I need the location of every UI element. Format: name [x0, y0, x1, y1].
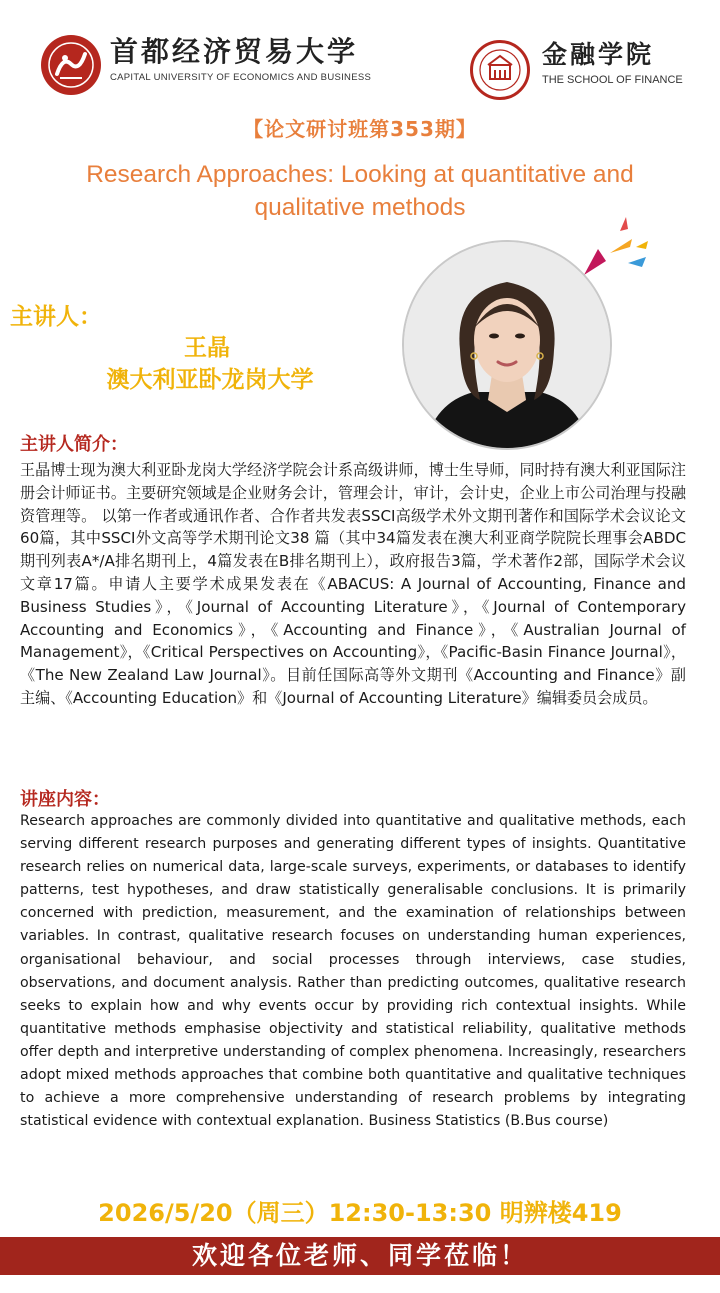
school-seal-icon	[470, 40, 530, 100]
welcome-banner	[0, 1237, 720, 1275]
speaker-name: 王晶	[184, 335, 230, 361]
session-number: 【论文研讨班第353期】	[243, 117, 477, 141]
content-heading: 讲座内容：	[20, 789, 110, 810]
university-name	[110, 34, 372, 83]
bio-text: 王晶博士现为澳大利亚卧龙岗大学经济学院会计系高级讲师，博士生导师，同时持有澳大利亚国际注册会计师证书。主要研究领域是企业财务会计，管理会计，审计，会计史，企业上市公司治理与投融资管理等。 以第一作者或通讯作者、合作者共发表SSCI高级学术外文期刊著作和国际学术会议论文60篇，其中SSCI外文高等学术期刊论文38 篇（其中34篇发表在澳大利亚商学院院长理事会ABDC期刊列表A*/A排名期刊上，4篇发表在B排名期刊上），政府报告3篇，学术著作2部，国际学术会议文章17篇。申请人主要学术成果发表在《ABACUS: A Journal of Accounting, Finance and Business Studies》，《Journal of Accounting Literature》，《Journal of Contemporary Accounting and Economics》，《Accounting and Finance》，《Australian Journal of Management》，《Critical Perspectives on Accounting》，《Pacific-Basin Finance Journal》，《The New Zealand Law Journal》。目前任国际高等外文期刊《Accounting and Finance》副主编、《Accounting Education》和《Journal of Accounting Literature》编辑委员会成员。	[20, 461, 686, 707]
university-seal-icon	[40, 34, 102, 96]
speaker-portrait-icon	[404, 242, 610, 448]
content-text: Research approaches are commonly divided into quantitative and qualitative methods, each serving different research purposes and generating different types of insights. Quantitative research relies on numerical data, large-scale surveys, experiments, or databases to identify patterns, test hypotheses, and draw statistically generalisable conclusions. It is primarily concerned with prediction, measurement, and the examination of relationships between variables. In contrast, qualitative research focuses on understanding human experiences, organisational behaviour, and social processes through interviews, case studies, observations, and document analysis. Rather than predicting outcomes, qualitative research seeks to explain how and why events occur by providing rich contextual insights. While quantitative methods emphasise objectivity and statistical reliability, qualitative methods offer depth and interpretive understanding of complex phenomena. Increasingly, researchers adopt mixed methods approaches that combine both quantitative and qualitative techniques to achieve a more comprehensive understanding of research problems by integrating statistical evidence with contextual explanation. Business Statistics (B.Bus course)	[20, 813, 686, 1130]
welcome-text: 欢迎各位老师、同学莅临！	[191, 1241, 528, 1270]
lecture-title: Research Approaches: Looking at quantitative and qualitative methods	[86, 161, 634, 221]
school-name-en: THE SCHOOL OF FINANCE	[542, 74, 683, 86]
speaker-affiliation: 澳大利亚卧龙岗大学	[106, 367, 314, 393]
university-name-cn: 首都经济贸易大学	[110, 35, 359, 68]
confetti-icon	[580, 213, 650, 283]
event-datetime-location: 2026/5/20（周三）12:30-13:30 明辨楼419	[98, 1199, 622, 1227]
university-name-en: CAPITAL UNIVERSITY OF ECONOMICS AND BUSINESS	[110, 72, 372, 83]
school-name-cn: 金融学院	[542, 40, 655, 69]
school-name	[542, 38, 712, 86]
speaker-photo	[402, 240, 612, 450]
bio-heading: 主讲人简介：	[20, 434, 128, 455]
header	[0, 28, 720, 98]
speaker-label: 主讲人：	[10, 304, 102, 330]
